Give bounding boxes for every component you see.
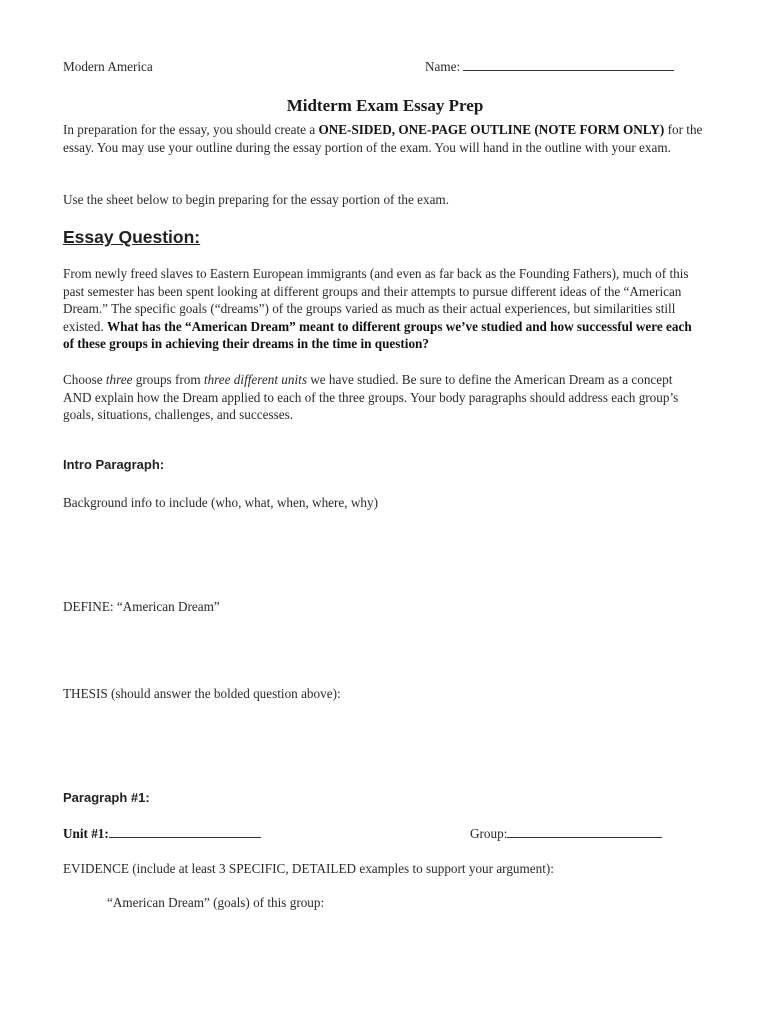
unit-field (63, 825, 261, 843)
instr-three: three (105, 372, 133, 387)
page-title: Midterm Exam Essay Prep (286, 96, 484, 115)
essay-question-heading: Essay Question: (63, 227, 201, 247)
group-instructions (63, 371, 701, 424)
goals-prompt: “American Dream” (goals) of this group: (107, 895, 325, 910)
group-field (470, 825, 662, 843)
define-prompt: DEFINE: “American Dream” (63, 599, 220, 614)
intro-text-b: for the essay. You may use your outline during the essay portion of the exam. You will hand in the outline with your exam. (63, 122, 703, 155)
group-label: Group: (470, 826, 508, 841)
evidence-prompt: EVIDENCE (include at least 3 SPECIFIC, DETAILED examples to support your argument): (63, 861, 554, 876)
thesis-prompt: THESIS (should answer the bolded question above): (63, 686, 341, 701)
question-bold: What has the “American Dream” meant to different groups we’ve studied and how successful were each of these groups in achieving their dreams in the time in question? (63, 318, 692, 351)
unit-label: Unit #1: (63, 826, 109, 841)
intro-text-a: In preparation for the essay, you should create a (63, 122, 319, 137)
instr-b: groups from (132, 372, 204, 387)
intro-paragraph-heading: Intro Paragraph: (63, 457, 165, 472)
instr-units: three different units (203, 372, 307, 387)
name-label: Name: (425, 59, 464, 74)
instr-a: Choose (63, 372, 106, 387)
course-name: Modern America (63, 59, 153, 74)
name-blank[interactable] (463, 58, 674, 71)
intro-bold: ONE-SIDED, ONE-PAGE OUTLINE (NOTE FORM ONLY) (318, 122, 665, 137)
name-field (425, 58, 674, 76)
group-blank[interactable] (507, 825, 662, 838)
sheet-instructions: Use the sheet below to begin preparing for the essay portion of the exam. (63, 192, 449, 207)
question-text: From newly freed slaves to Eastern European immigrants (and even as far back as the Founding Fathers), much of this past semester has been spent looking at different groups and their attempts to pursue different ideas of the “American Dream.” The specific goals (“dreams”) of the groups varied as much as their actual experiences, but similarities still existed. (63, 266, 689, 334)
essay-question-text (63, 265, 701, 353)
unit-blank[interactable] (109, 825, 261, 838)
intro-instructions (63, 121, 703, 156)
instr-c: we have studied. Be sure to define the American Dream as a concept AND explain how the Dream applied to each of the three groups. Your body paragraphs should address each group’s goals, situations, challenges, and successes. (63, 372, 679, 422)
paragraph-1-heading: Paragraph #1: (63, 790, 150, 805)
background-prompt: Background info to include (who, what, when, where, why) (63, 495, 378, 510)
